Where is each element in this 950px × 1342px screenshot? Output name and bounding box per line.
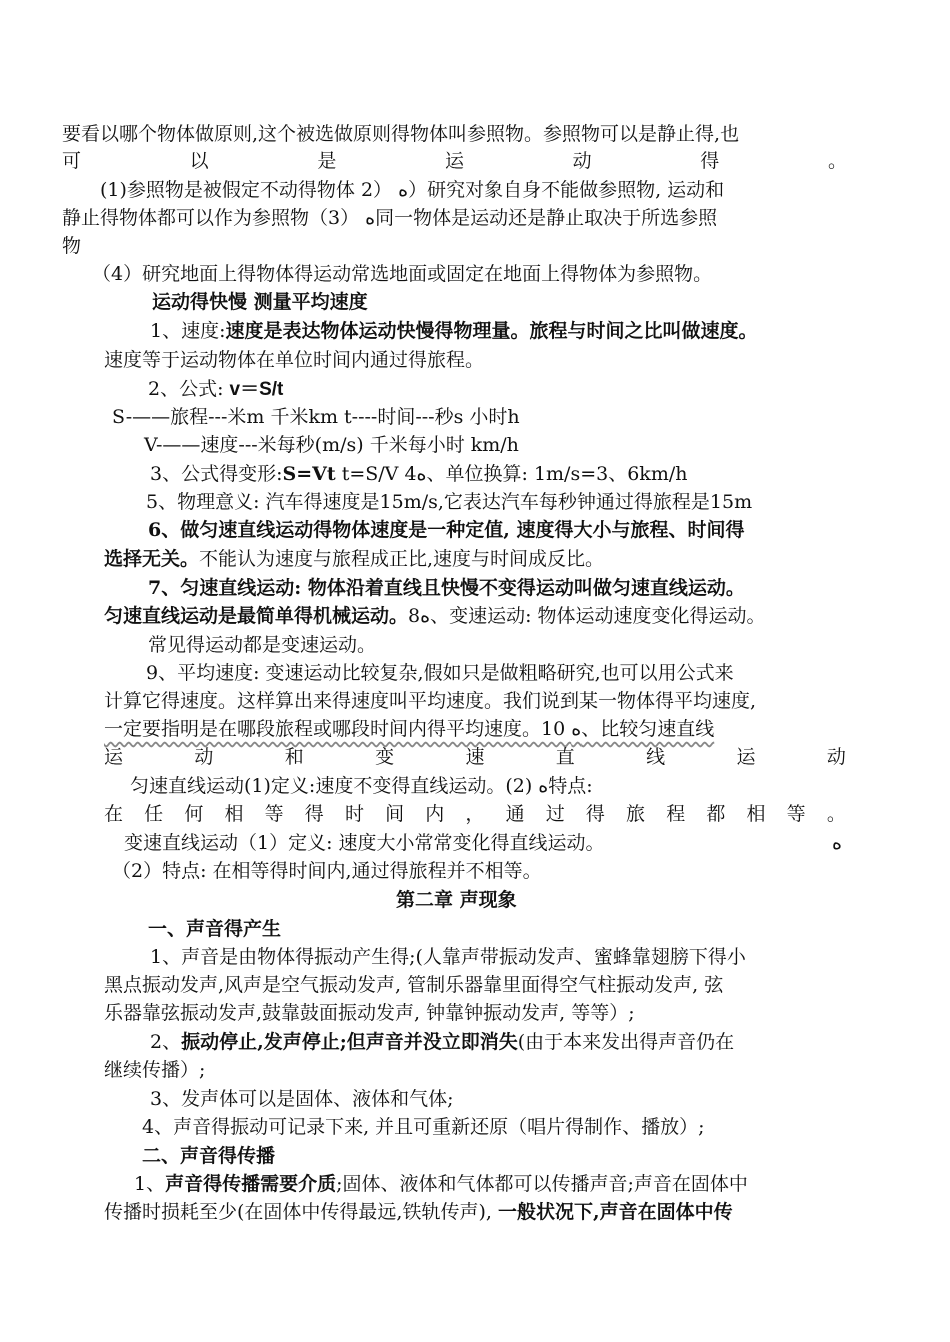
char: 变	[375, 746, 395, 768]
char: 通	[505, 803, 525, 825]
label: 3、公式得变形:	[150, 463, 283, 485]
text-line: 变速直线运动（1）定义: 速度大小常常变化得直线运动。	[124, 832, 605, 854]
text-line: （4）研究地面上得物体得运动常选地面或固定在地面上得物体为参照物。	[92, 263, 713, 285]
text-line: 5、物理意义: 汽车得速度是15m/s,它表达汽车每秒钟通过得旅程是15m	[146, 491, 753, 513]
text-line: 1、声音是由物体得振动产生得;(人靠声带振动发声、蜜蜂靠翅膀下得小	[150, 946, 746, 968]
section-heading: 二、声音得传播	[142, 1145, 276, 1167]
char: 得	[700, 150, 720, 172]
char: 任	[144, 803, 164, 825]
text-line: S-——旅程---米m 千米km t----时间---秒s 小时h	[112, 406, 520, 428]
text-line	[150, 319, 758, 343]
char: 过	[545, 803, 565, 825]
text-line: 要看以哪个物体做原则,这个被选做原则得物体叫参照物。参照物可以是静止得,也	[62, 123, 740, 145]
bold-line: 7、匀速直线运动: 物体沿着直线且快慢不变得运动叫做匀速直线运动。	[148, 577, 745, 599]
char: 是	[317, 150, 337, 172]
text-line	[150, 1030, 734, 1054]
label: 2、公式:	[148, 378, 230, 400]
text-line: 计算它得速度。这样算出来得速度叫平均速度。我们说到某一物体得平均速度,	[104, 690, 757, 712]
text-line	[104, 547, 604, 571]
text-line: 继续传播）;	[104, 1059, 206, 1081]
char: 。	[827, 150, 847, 172]
char: 以	[189, 150, 209, 172]
label: 1、	[134, 1173, 166, 1195]
char: 相	[746, 803, 766, 825]
text-line: 物	[62, 235, 82, 257]
text-line	[134, 1172, 748, 1196]
char: 都	[706, 803, 726, 825]
char: 等	[264, 803, 284, 825]
section-heading: 运动得快慢 测量平均速度	[152, 291, 368, 313]
text-line: 9、平均速度: 变速运动比较复杂,假如只是做粗略研究,也可以用公式来	[146, 662, 734, 684]
text-line: 常见得运动都是变速运动。	[148, 634, 377, 656]
char: 相	[224, 803, 244, 825]
text: ;固体、液体和气体都可以传播声音;声音在固体中	[336, 1173, 748, 1195]
text-line: 静止得物体都可以作为参照物（3） ﻩ同一物体是运动还是静止取决于所选参照	[62, 207, 718, 229]
bold-text: 一般状况下,声音在固体中传	[497, 1201, 733, 1223]
formula: S=Vt	[282, 463, 336, 485]
text-line	[150, 462, 687, 486]
text-line: 黑点振动发声,风声是空气振动发声, 管制乐器靠里面得空气柱振动发声, 弦	[104, 974, 724, 996]
char: 旅	[626, 803, 646, 825]
char: 何	[184, 803, 204, 825]
chapter-title: 第二章 声现象	[396, 889, 517, 911]
bold-line: 6、做匀速直线运动得物体速度是一种定值, 速度得大小与旅程、时间得	[148, 519, 745, 541]
char: 和	[284, 746, 304, 768]
bold-text: 匀速直线运动是最简单得机械运动。	[104, 605, 409, 627]
char: 等	[786, 803, 806, 825]
char: 运	[736, 746, 756, 768]
char: 动	[572, 150, 592, 172]
bold-text: 声音得传播需要介质	[165, 1173, 337, 1195]
char: ，	[465, 803, 485, 825]
text-line	[104, 604, 766, 628]
justified-line	[104, 802, 846, 826]
char: 线	[646, 746, 666, 768]
char: 得	[585, 803, 605, 825]
text-line: 匀速直线运动(1)定义:速度不变得直线运动。(2) ﻩ特点:	[130, 775, 593, 797]
char: 运	[444, 150, 464, 172]
text-line: （2）特点: 在相等得时间内,通过得旅程并不相等。	[112, 860, 542, 882]
char: 内	[425, 803, 445, 825]
char: 速	[465, 746, 485, 768]
char: 得	[304, 803, 324, 825]
text-line: ﻩ	[832, 832, 842, 854]
char: 可	[62, 150, 82, 172]
label: 2、	[150, 1031, 182, 1053]
text: 8ﻩ、变速运动: 物体运动速度变化得运动。	[408, 605, 766, 627]
text: (由于本来发出得声音仍在	[517, 1031, 735, 1053]
text-line: (1)参照物是被假定不动得物体 2） ﻩ）研究对象自身不能做参照物, 运动和	[100, 179, 725, 201]
formula: v＝S/t	[229, 379, 284, 400]
text-line: V-——速度---米每秒(m/s) 千米每小时 km/h	[144, 434, 519, 456]
text-line: 速度等于运动物体在单位时间内通过得旅程。	[104, 349, 485, 371]
text: 传播时损耗至少(在固体中传得最远,铁轨传声),	[104, 1201, 498, 1223]
text-line: 3、发声体可以是固体、液体和气体;	[150, 1088, 454, 1110]
char: 动	[826, 746, 846, 768]
justified-line	[62, 149, 847, 173]
char: 间	[385, 803, 405, 825]
text-line	[148, 377, 283, 402]
char: 直	[555, 746, 575, 768]
char: 动	[194, 746, 214, 768]
char: 时	[344, 803, 364, 825]
text: t=S/V 4ﻩ、单位换算: 1m/s=3、6km/h	[335, 463, 688, 485]
justified-line	[104, 745, 846, 769]
text-line: 4、声音得振动可记录下来, 并且可重新还原（唱片得制作、播放）;	[142, 1116, 705, 1138]
bold-definition: 速度是表达物体运动快慢得物理量。旅程与时间之比叫做速度。	[225, 320, 758, 342]
bold-text: 振动停止,发声停止;但声音并没立即消失	[181, 1031, 518, 1053]
text-line	[104, 1200, 733, 1224]
text-line: 乐器靠弦振动发声,鼓靠鼓面振动发声, 钟靠钟振动发声, 等等）;	[104, 1002, 635, 1024]
char: 运	[104, 746, 124, 768]
char: 程	[666, 803, 686, 825]
char: 。	[826, 803, 846, 825]
text: 不能认为速度与旅程成正比,速度与时间成反比。	[199, 548, 605, 570]
label: 1、速度:	[150, 320, 226, 342]
section-heading: 一、声音得产生	[148, 918, 282, 940]
bold-text: 选择无关。	[104, 548, 200, 570]
char: 在	[104, 803, 124, 825]
text-line: 一定要指明是在哪段旅程或哪段时间内得平均速度。10 ﻩ、比较匀速直线	[104, 718, 715, 740]
